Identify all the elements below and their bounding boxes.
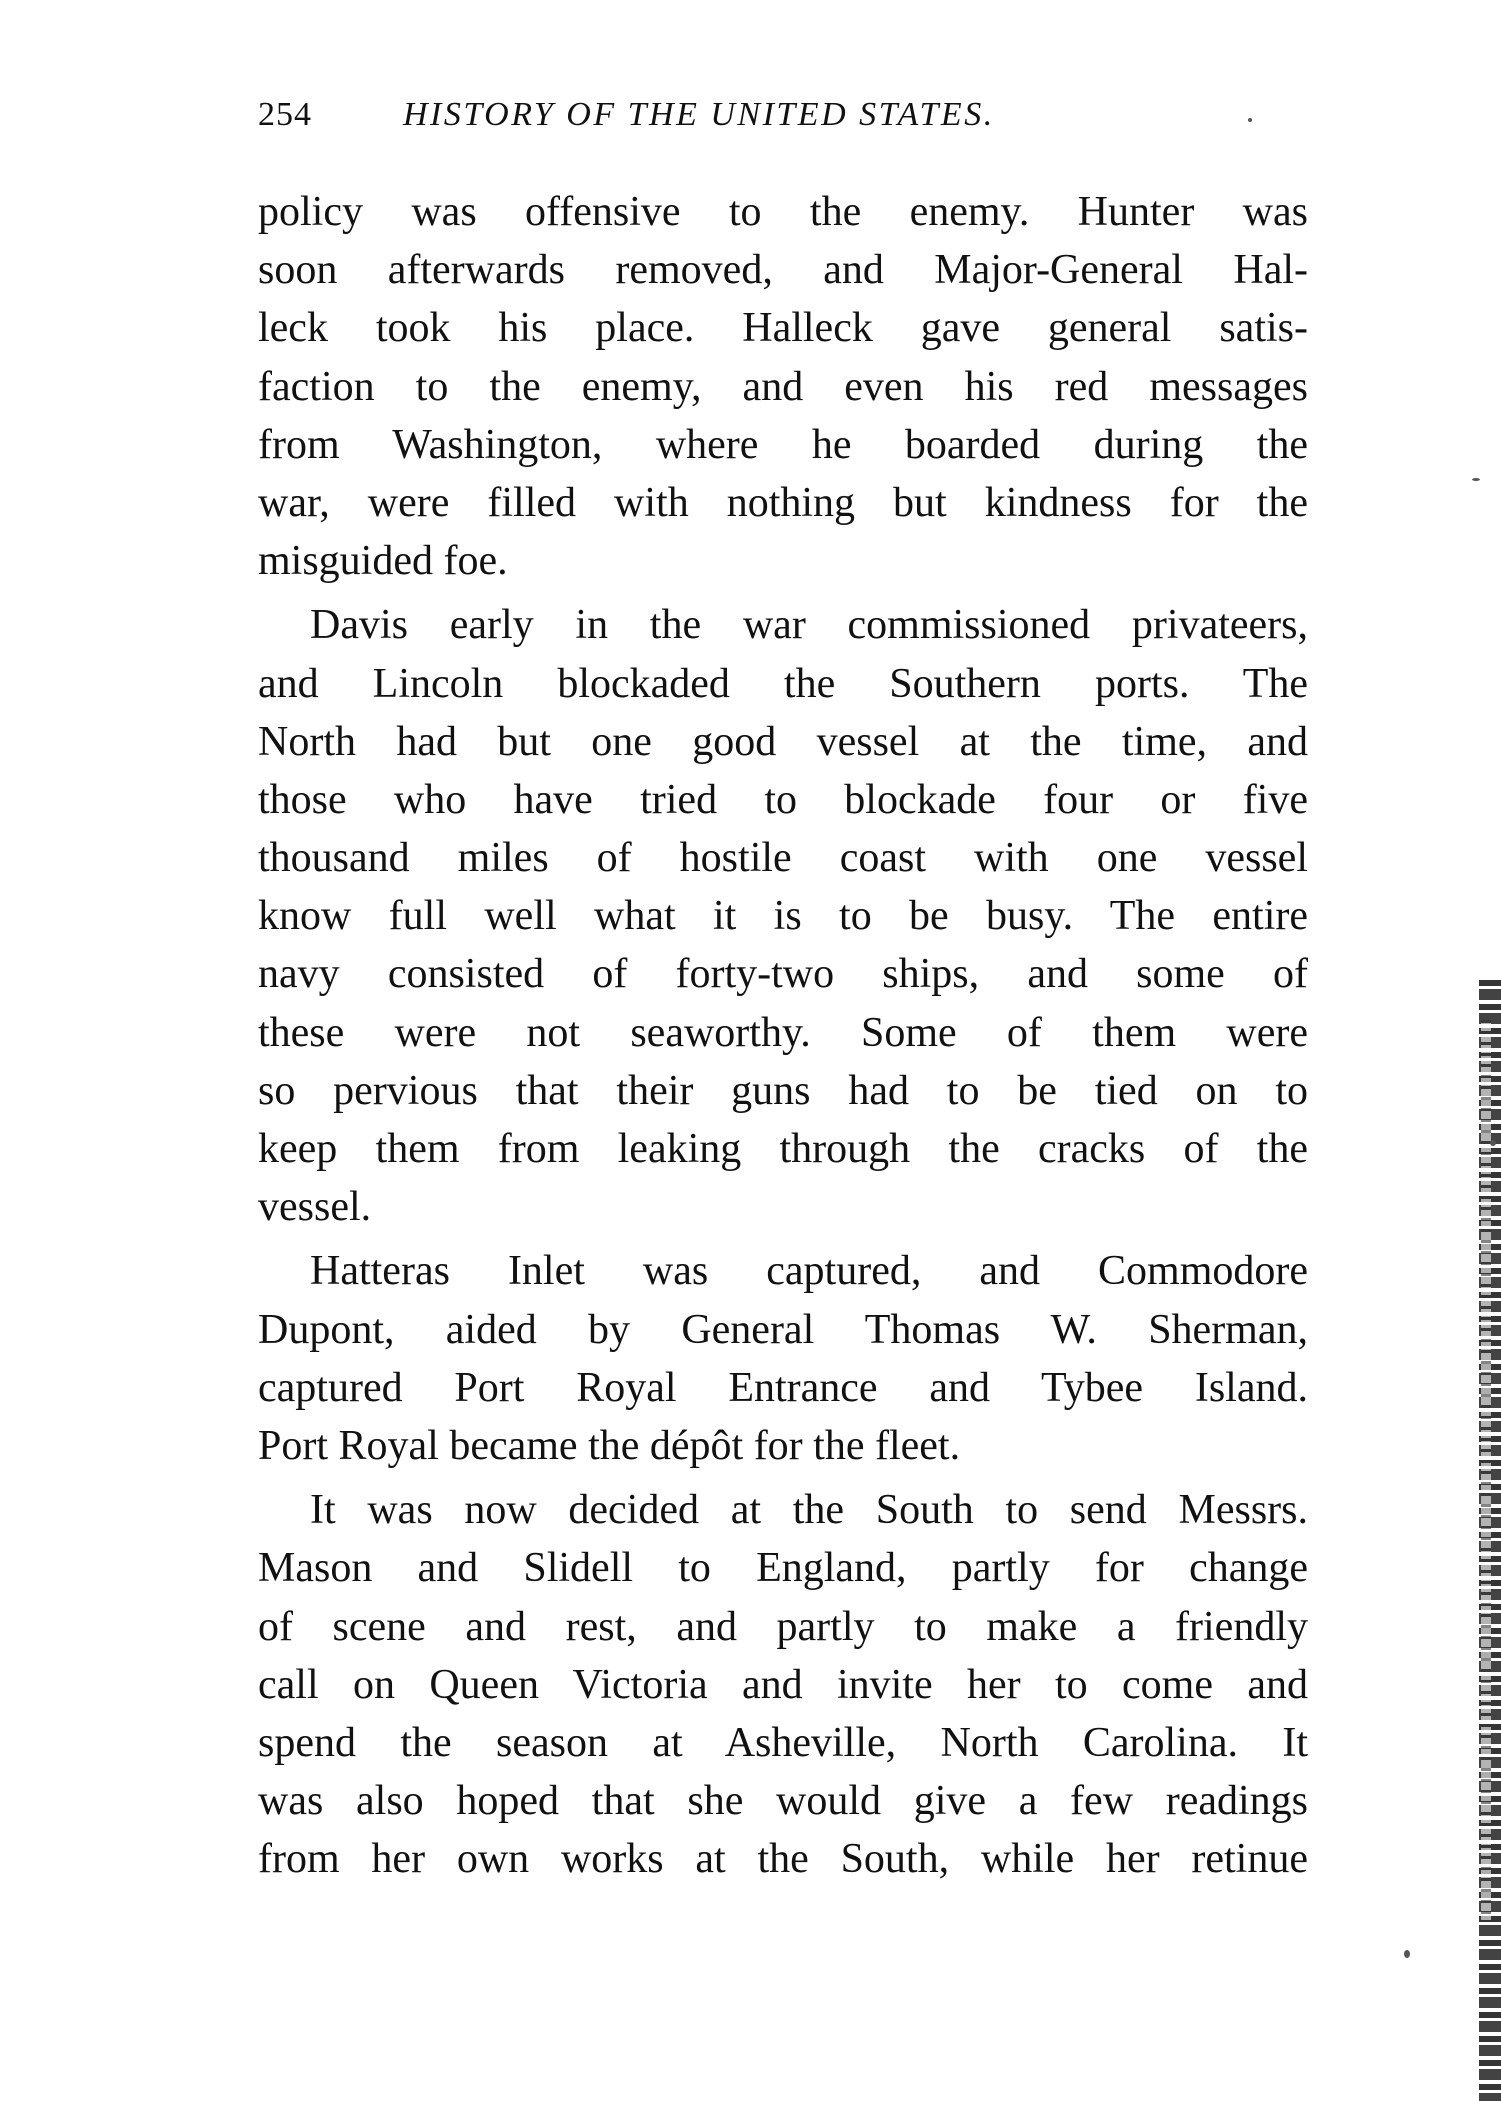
body-text [258,183,1308,1888]
text-line: keep them from leaking through the cracks of the [258,1126,1308,1172]
text-line: Hatteras Inlet was captured, and Commodore [310,1248,1308,1295]
text-line: spend the season at Asheville, North Carolina. It [258,1719,1308,1766]
text-line: faction to the enemy, and even his red messages [258,363,1308,410]
page-number: 254 [258,96,312,133]
text-line: was also hoped that she would give a few readings [258,1778,1308,1825]
text-line: and Lincoln blockaded the Southern ports. The [258,660,1308,707]
text-line: policy was offensive to the enemy. Hunter was [258,189,1308,235]
text-line: of scene and rest, and partly to make a friendly [258,1603,1308,1650]
paragraph-2 [258,596,1308,1236]
text-line: It was now decided at the South to send Messrs. [310,1487,1308,1534]
text-line: know full well what it is to be busy. The entire [258,893,1308,940]
running-title: HISTORY OF THE UNITED STATES. [403,96,995,133]
text-line: war, were filled with nothing but kindness for the [258,479,1308,526]
running-head [258,96,1308,146]
scan-speck [1248,118,1252,122]
text-line: Davis early in the war commissioned privateers, [310,602,1308,649]
text-line: Mason and Slidell to England, partly for change [258,1545,1308,1592]
text-line: vessel. [258,1184,372,1231]
text-line: from her own works at the South, while her retinue [258,1836,1308,1883]
scan-speck [1404,1950,1410,1958]
paragraph-3 [258,1242,1308,1475]
text-line: North had but one good vessel at the time, and [258,718,1308,765]
text-line: Port Royal became the dépôt for the fleet. [258,1422,961,1469]
text-line: call on Queen Victoria and invite her to come and [258,1661,1308,1708]
text-line: those who have tried to blockade four or five [258,776,1308,823]
text-line: leck took his place. Halleck gave general satis- [258,305,1308,352]
text-line: misguided foe. [258,538,508,585]
text-line: captured Port Royal Entrance and Tybee Island. [258,1364,1308,1411]
scan-speck [1490,1140,1496,1146]
scan-speck [1472,478,1480,481]
scan-edge-shadow [1481,1020,1491,1920]
text-line: Dupont, aided by General Thomas W. Sherman, [258,1306,1308,1353]
text-line: these were not seaworthy. Some of them were [258,1009,1308,1056]
paragraph-1 [258,183,1308,590]
text-line: from Washington, where he boarded during the [258,421,1308,468]
text-line: navy consisted of forty-two ships, and some of [258,951,1308,998]
text-line: thousand miles of hostile coast with one vessel [258,835,1308,882]
text-line: so pervious that their guns had to be tied on to [258,1067,1308,1114]
text-line: soon afterwards removed, and Major-General Hal- [258,247,1308,294]
paragraph-4 [258,1481,1308,1888]
